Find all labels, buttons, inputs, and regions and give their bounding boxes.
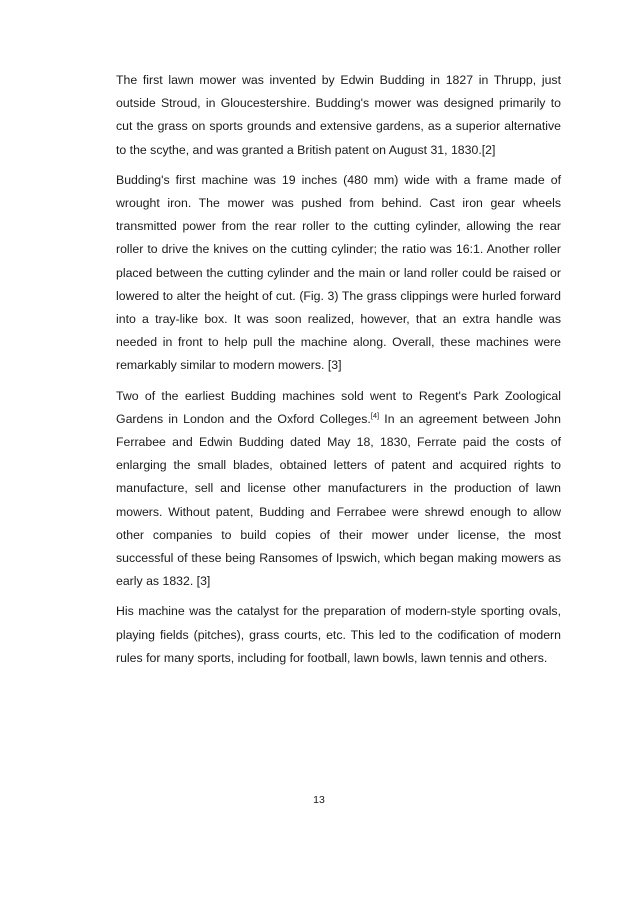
citation-superscript: [4] [370,410,380,420]
paragraph-catalyst: His machine was the catalyst for the preparation of modern-style sporting ovals, playing fields (pitches), grass courts, etc. This led to the codification of modern rules for many sports, including for football, lawn bowls, lawn tennis and others. [116,604,561,665]
paragraph-earliest-sales [116,385,561,594]
paragraph-earliest-sales-text-after: In an agreement between John Ferrabee and Edwin Budding dated May 18, 1830, Ferrate paid the costs of enlarging the small blades, obtained letters of patent and acquired rights to manufacture, sell and license other manufacturers in the production of lawn mowers. Without patent, Budding and Ferrabee were shrewd enough to allow other companies to build copies of their mower under license, the most successful of these being Ransomes of Ipswich, which began making mowers as early as 1832. [3] [116,411,561,589]
paragraph-invention: The first lawn mower was invented by Edwin Budding in 1827 in Thrupp, just outside Stroud, in Gloucestershire. Budding's mower was designed primarily to cut the grass on sports grounds and extensive gardens, as a superior alternative to the scythe, and was granted a British patent on August 31, 1830.[2] [116,73,561,157]
paragraph-earliest-sales-text-before: Two of the earliest Budding machines sold went to Regent's Park Zoological Gardens in London and the Oxford Colleges. [116,388,561,426]
page-number: 13 [313,794,325,806]
paragraph-first-machine: Budding's first machine was 19 inches (480 mm) wide with a frame made of wrought iron. The mower was pushed from behind. Cast iron gear wheels transmitted power from the rear roller to the cutting cylinder, allowing the rear roller to drive the knives on the cutting cylinder; the ratio was 16:1. Another roller placed between the cutting cylinder and the main or land roller could be raised or lowered to alter the height of cut. (Fig. 3) The grass clippings were hurled forward into a tray-like box. It was soon realized, however, that an extra handle was needed in front to help pull the machine along. Overall, these machines were remarkably similar to modern mowers. [3] [116,172,561,373]
page-body [116,69,561,677]
